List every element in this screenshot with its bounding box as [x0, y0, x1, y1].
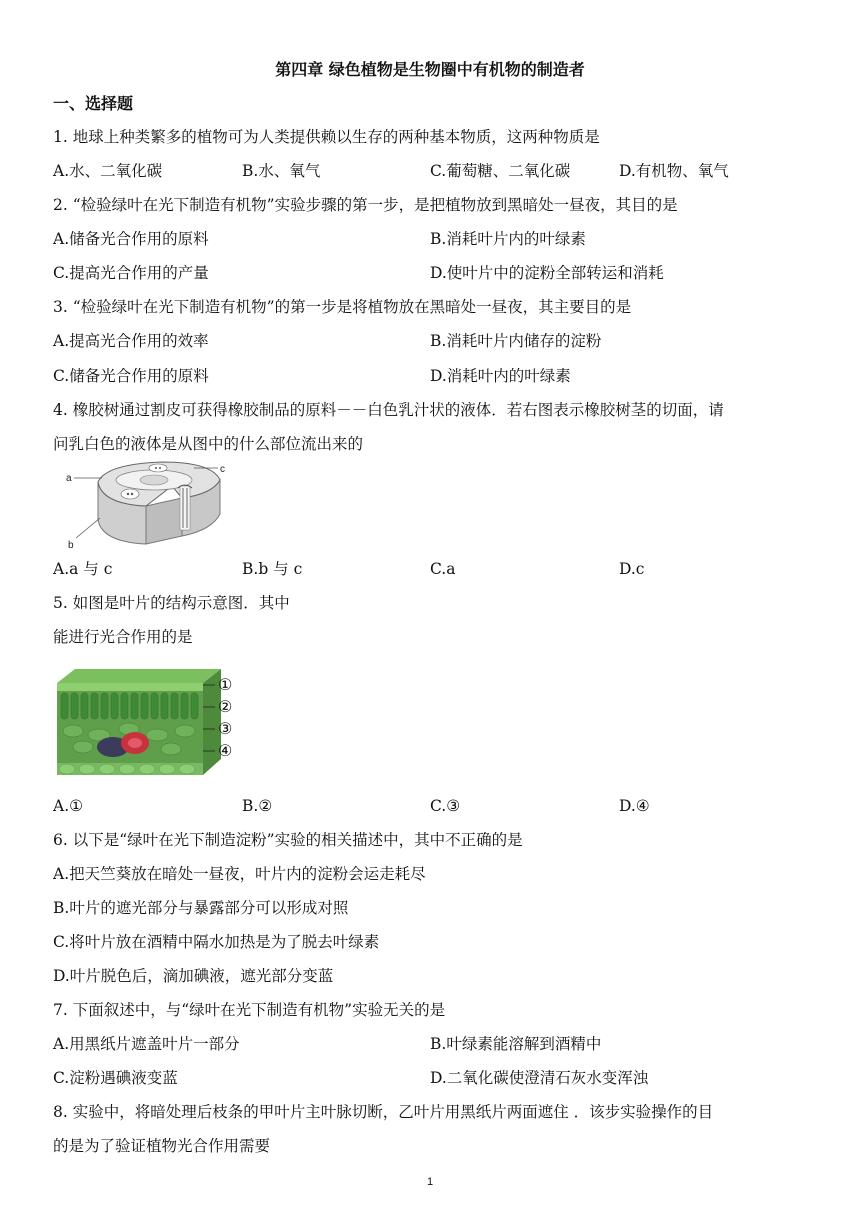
question-7-stem: 7. 下面叙述中，与“绿叶在光下制造有机物”实验无关的是 — [53, 1001, 446, 1019]
q2-option-c: C.提高光合作用的产量 — [53, 264, 209, 282]
q6-option-d: D.叶片脱色后，滴加碘液，遮光部分变蓝 — [53, 967, 334, 985]
q1-option-a: A.水、二氧化碳 — [53, 162, 163, 180]
q4-option-d: D.c — [619, 560, 645, 578]
figure-label-a: a — [66, 473, 72, 484]
question-8-stem-line2: 的是为了验证植物光合作用需要 — [53, 1137, 271, 1155]
q4-option-b: B.b 与 c — [242, 560, 303, 578]
leaf-label-3: ③ — [218, 719, 233, 738]
q4-option-a: A.a 与 c — [53, 560, 113, 578]
q2-option-b: B.消耗叶片内的叶绿素 — [430, 230, 586, 248]
question-4-stem-line1: 4. 橡胶树通过割皮可获得橡胶制品的原料－－白色乳汁状的液体．若右图表示橡胶树茎的切面，请 — [53, 401, 724, 419]
question-5-stem-line1: 5. 如图是叶片的结构示意图．其中 — [53, 594, 290, 612]
question-8-stem-line1: 8. 实验中，将暗处理后枝条的甲叶片主叶脉切断，乙叶片用黑纸片两面遮住 ．该步实验操作的目 — [53, 1103, 714, 1121]
figure-label-c: c — [220, 464, 225, 475]
leaf-label-1: ① — [218, 675, 233, 694]
q6-option-b: B.叶片的遮光部分与暴露部分可以形成对照 — [53, 899, 349, 917]
question-3-stem: 3. “检验绿叶在光下制造有机物”的第一步是将植物放在黑暗处一昼夜，其主要目的是 — [53, 298, 632, 316]
page-number: 1 — [426, 1176, 434, 1188]
q3-option-d: D.消耗叶内的叶绿素 — [430, 367, 571, 385]
q5-option-d: D.④ — [619, 797, 650, 815]
q3-option-b: B.消耗叶片内储存的淀粉 — [430, 332, 602, 350]
question-6-stem: 6. 以下是“绿叶在光下制造淀粉”实验的相关描述中，其中不正确的是 — [53, 831, 523, 849]
q7-option-c: C.淀粉遇碘液变蓝 — [53, 1069, 178, 1087]
question-1-stem: 1. 地球上种类繁多的植物可为人类提供赖以生存的两种基本物质，这两种物质是 — [53, 128, 600, 146]
question-2-stem: 2. “检验绿叶在光下制造有机物”实验步骤的第一步，是把植物放到黑暗处一昼夜，其目的是 — [53, 196, 678, 214]
q1-option-c: C.葡萄糖、二氧化碳 — [430, 162, 571, 180]
q1-option-b: B.水、氧气 — [242, 162, 321, 180]
q5-option-c: C.③ — [430, 797, 461, 815]
section-heading: 一、选择题 — [53, 94, 134, 113]
q6-option-c: C.将叶片放在酒精中隔水加热是为了脱去叶绿素 — [53, 933, 380, 951]
question-5-stem-line2: 能进行光合作用的是 — [53, 628, 193, 646]
q6-option-a: A.把天竺葵放在暗处一昼夜，叶片内的淀粉会运走耗尽 — [53, 865, 426, 883]
q2-option-a: A.储备光合作用的原料 — [53, 230, 209, 248]
q5-option-a: A.① — [53, 797, 84, 815]
rubber-tree-stem-figure — [62, 458, 242, 554]
leaf-label-4: ④ — [218, 741, 233, 760]
question-4-stem-line2: 问乳白色的液体是从图中的什么部位流出来的 — [53, 435, 364, 453]
q5-option-b: B.② — [242, 797, 273, 815]
q4-option-c: C.a — [430, 560, 456, 578]
q7-option-d: D.二氧化碳使澄清石灰水变浑浊 — [430, 1069, 649, 1087]
q3-option-c: C.储备光合作用的原料 — [53, 367, 209, 385]
q3-option-a: A.提高光合作用的效率 — [53, 332, 209, 350]
leaf-structure-figure — [53, 663, 243, 781]
q7-option-a: A.用黑纸片遮盖叶片一部分 — [53, 1035, 240, 1053]
page-title: 第四章 绿色植物是生物圈中有机物的制造者 — [275, 60, 585, 79]
q7-option-b: B.叶绿素能溶解到酒精中 — [430, 1035, 602, 1053]
figure-label-b: b — [68, 540, 74, 551]
q2-option-d: D.使叶片中的淀粉全部转运和消耗 — [430, 264, 664, 282]
q1-option-d: D.有机物、氧气 — [619, 162, 729, 180]
leaf-label-2: ② — [218, 697, 233, 716]
